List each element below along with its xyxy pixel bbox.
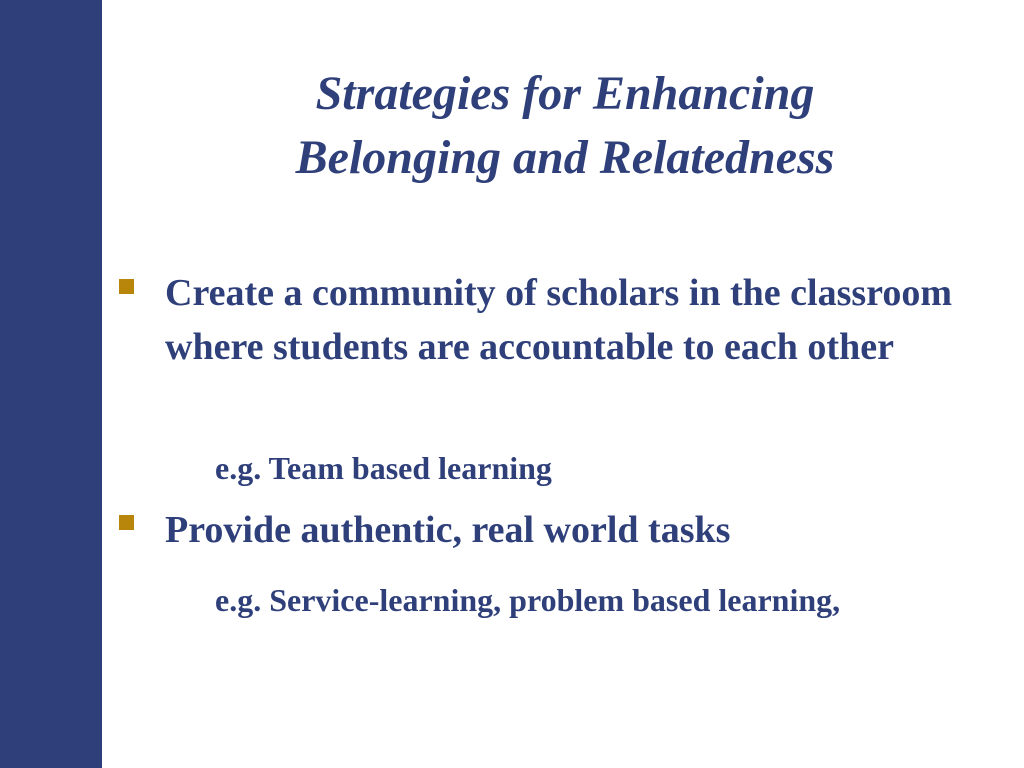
bullet-point-2: Provide authentic, real world tasks (165, 509, 731, 551)
square-bullet-icon (119, 279, 134, 294)
slide-title-line-2: Belonging and Relatedness (295, 131, 835, 184)
example-2: e.g. Service-learning, problem based learning, (215, 582, 841, 618)
bullet-point-1: Create a community of scholars in the classroom where students are accountable to each other (165, 272, 952, 368)
square-bullet-icon (119, 515, 134, 530)
example-1: e.g. Team based learning (215, 450, 552, 486)
slide-title (130, 62, 1000, 190)
slide-title-line-1: Strategies for Enhancing (315, 67, 815, 120)
left-accent-bar (0, 0, 102, 768)
